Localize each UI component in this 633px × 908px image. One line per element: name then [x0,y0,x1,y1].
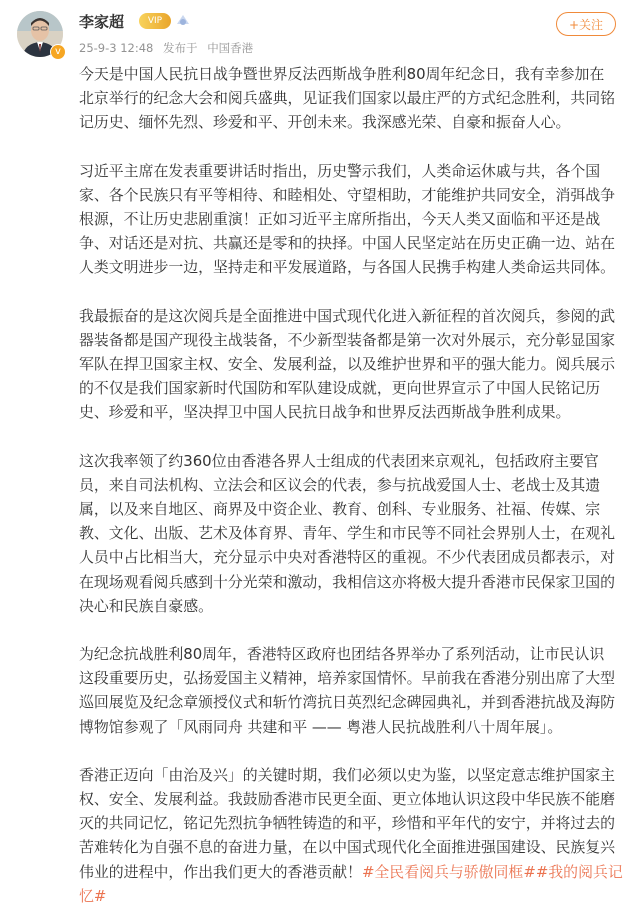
text-line: 博物馆参观了「风雨同舟 共建和平 —— 粤港人民抗战胜利八十周年展」。 [79,717,563,736]
paragraph-1 [79,62,623,135]
text-line: 在现场观看阅兵感到十分光荣和激动，我相信这亦将极大提升香港市民保家卫国的 [79,572,616,591]
text-line: 员，来自司法机构、立法会和区议会的代表，参与抗战爱国人士、老战士及其遗 [79,475,601,494]
verified-badge-icon: v [50,44,66,60]
post-from-label: 发布于 [163,41,198,55]
hashtag-link[interactable]: #我的阅兵记 [535,862,623,881]
post-meta [79,40,259,56]
paragraph-5 [79,642,623,739]
post-location: 中国香港 [207,41,254,55]
text-line: 人类文明进步一边，坚持走和平发展道路，与各国人民携手构建人类命运共同体。 [79,258,616,277]
fan-badge-icon[interactable] [175,12,191,28]
paragraph-3 [79,304,623,425]
text-line: 属，以及来自地区、商界及中资企业、教育、创科、专业服务、社福、传媒、宗 [79,500,601,519]
text-line: 伟业的进程中，作出我们更大的香港贡献！ [79,862,362,881]
text-line: 争、对话还是对抗、共赢还是零和的抉择。中国人民坚定站在历史正确一边、站在 [79,234,616,253]
text-line: 家、各个民族只有平等相待、和睦相处、守望相助，才能维护共同安全，消弭战争 [79,185,616,204]
hashtag-link[interactable]: 忆# [79,886,107,905]
text-line: 北京举行的纪念大会和阅兵盛典，见证我们国家以最庄严的方式纪念胜利，共同铭 [79,89,616,108]
text-line: 苦难转化为自强不息的奋进力量，在以中国式现代化全面推进强国建设、民族复兴 [79,838,616,857]
text-line: 习近平主席在发表重要讲话时指出，历史警示我们，人类命运休戚与共，各个国 [79,161,601,180]
text-line: 军队在捍卫国家主权、安全、发展利益，以及维护世界和平的强大能力。阅兵展示 [79,355,616,374]
text-line: 人员中占比相当大，充分显示中央对香港特区的重视。不少代表团成员都表示，对 [79,548,616,567]
text-line: 灭的共同记忆，铭记先烈抗争牺牲铸造的和平，珍惜和平年代的安宁，并将过去的 [79,814,616,833]
author-name[interactable]: 李家超 [79,13,125,31]
text-line: 根源，不让历史悲剧重演！正如习近平主席所指出，今天人类又面临和平还是战 [79,210,601,229]
post-date[interactable]: 25-9-3 12:48 [79,41,154,55]
paragraph-2 [79,159,623,280]
text-line: 香港正迈向「由治及兴」的关键时期，我们必须以史为鉴，以坚定意志维护国家主 [79,765,616,784]
text-line: 器装备都是国产现役主战装备，不少新型装备都是第一次对外展示，充分彰显国家 [79,330,616,349]
vip-badge-icon[interactable]: VIP [139,13,171,29]
text-line: 权、安全、发展利益。我鼓励香港市民更全面、更立体地认识这段中华民族不能磨 [79,790,616,809]
text-line: 的不仅是我们国家新时代国防和军队建设成就，更向世界宣示了中国人民铭记历 [79,379,601,398]
text-line: 这次我率领了约360位由香港各界人士组成的代表团来京观礼，包括政府主要官 [79,451,599,470]
post-content [79,62,623,908]
text-line: 决心和民族自豪感。 [79,596,214,615]
follow-button[interactable]: +关注 [556,12,616,36]
text-line: 我最振奋的是这次阅兵是全面推进中国式现代化进入新征程的首次阅兵，参阅的武 [79,306,616,325]
text-line: 记历史、缅怀先烈、珍爱和平、开创未来。我深感光荣、自豪和振奋人心。 [79,113,571,132]
paragraph-4 [79,449,623,618]
text-line: 这段重要历史，弘扬爱国主义精神，培养家国情怀。早前我在香港分别出席了大型 [79,669,616,688]
text-line: 为纪念抗战胜利80周年，香港特区政府也团结各界举办了系列活动，让市民认识 [79,645,605,664]
text-line: 今天是中国人民抗日战争暨世界反法西斯战争胜利80周年纪念日，我有幸参加在 [79,65,605,83]
text-line: 史、珍爱和平，坚决捍卫中国人民抗日战争和世界反法西斯战争胜利成果。 [79,403,571,422]
text-line: 教、文化、出版、艺术及体育界、青年、学生和市民等不同社会界别人士，在观礼 [79,524,616,543]
text-line: 巡回展览及纪念章颁授仪式和斩竹湾抗日英烈纪念碑园典礼，并到香港抗战及海防 [79,693,616,712]
hashtag-link[interactable]: #全民看阅兵与骄傲同框# [361,862,536,881]
paragraph-6 [79,763,623,908]
post-header [0,0,633,62]
